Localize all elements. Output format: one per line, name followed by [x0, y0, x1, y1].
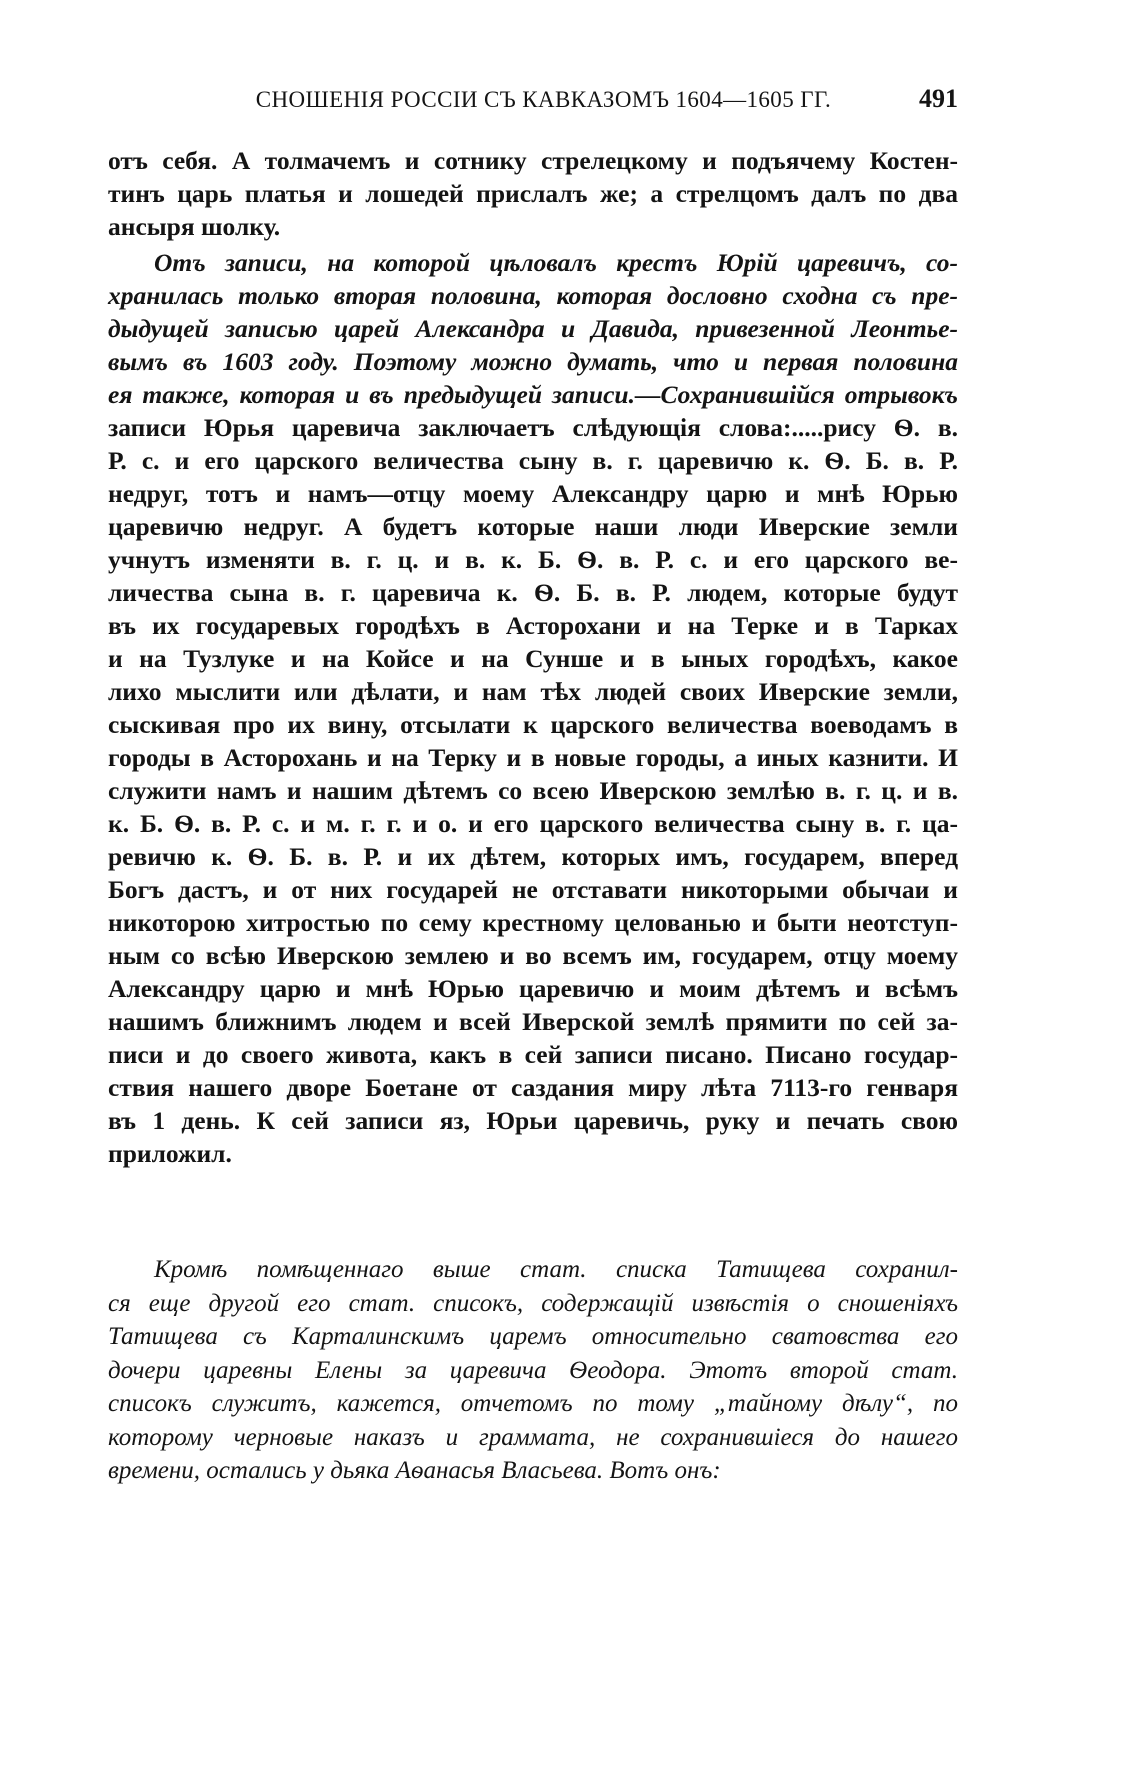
running-title: СНОШЕНІЯ РОССІИ СЪ КАВКАЗОМЪ 1604—1605 ГГ.: [255, 87, 832, 112]
text-line: списокъ служитъ, кажется, отчетомъ по тому „тайному дѣлу“, по: [108, 1390, 958, 1417]
text-line: Богъ дастъ, и от них государей не отставати никоторыми обычаи и: [108, 875, 958, 904]
text-line: записи Юрья царевича заключаетъ слѣдующія слова:.....рису Ѳ. в.: [108, 413, 958, 442]
paragraph-continuation: [108, 144, 958, 243]
text-line: ея также, которая и въ предыдущей записи.—Сохранившійся отрывокъ: [108, 380, 958, 409]
text-line: вымъ въ 1603 году. Поэтому можно думать, что и первая половина: [108, 347, 958, 376]
text-line: Татищева съ Карталинскимъ царемъ относительно сватовства его: [108, 1323, 958, 1350]
text-line: тинъ царь платья и лошедей прислалъ же; а стрелцомъ далъ по два: [108, 179, 958, 208]
text-line: Отъ записи, на которой цѣловалъ крестъ Юрій царевичъ, со-: [154, 248, 958, 277]
paragraph-editorial-note: [108, 1253, 958, 1488]
text-line: сыскивая про их вину, отсылати к царского величества воеводамъ в: [108, 710, 958, 739]
text-line: въ 1 день. К сей записи яз, Юрьи царевичь, руку и печать свою: [108, 1106, 958, 1135]
text-line: въ их государевых городѣхъ в Асторохани и на Терке и в Тарках: [108, 611, 958, 640]
text-line: нашимъ ближнимъ людем и всей Иверской землѣ прямити по сей за-: [108, 1007, 958, 1036]
text-line: и на Тузлуке и на Койсе и на Сунше и в ыных городѣхъ, какое: [108, 644, 958, 673]
text-line: городы в Асторохань и на Терку и в новые городы, а иных казнити. И: [108, 743, 958, 772]
text-line: царевичю недруг. А будетъ которые наши люди Иверские земли: [108, 512, 958, 541]
text-line: недруг, тотъ и намъ—отцу моему Александру царю и мнѣ Юрью: [108, 479, 958, 508]
text-line: дочери царевны Елены за царевича Ѳеодора. Этотъ второй стат.: [108, 1356, 958, 1384]
text-line: дыдущей записью царей Александра и Давида, привезенной Леонтье-: [108, 314, 958, 343]
text-line: никоторою хитростью по сему крестному целованью и быти неотступ-: [108, 908, 958, 937]
text-line: Р. с. и его царского величества сыну в. г. царевичю к. Ѳ. Б. в. Р.: [108, 446, 958, 475]
text-line: лихо мыслити или дѣлати, и нам тѣх людей своих Иверские земли,: [108, 677, 958, 706]
text-line: времени, остались у дьяка Аѳанасья Власьева. Вотъ онъ:: [108, 1457, 721, 1484]
running-head: [108, 84, 958, 124]
text-line: ствия нашего дворе Боетане от саздания миру лѣта 7113-го генваря: [108, 1073, 958, 1102]
text-line: учнутъ изменяти в. г. ц. и в. к. Б. Ѳ. в. Р. с. и его царского ве-: [108, 545, 958, 574]
text-line: которому черновые наказъ и граммата, не сохранившіеся до нашего: [108, 1423, 958, 1451]
text-line: приложил.: [108, 1139, 232, 1168]
text-line: Александру царю и мнѣ Юрью царевичю и моим дѣтемъ и всѣмъ: [108, 974, 958, 1003]
text-line: хранилась только вторая половина, которая дословно сходна съ пре-: [108, 281, 958, 310]
text-line: писи и до своего живота, какъ в сей записи писано. Писано государ-: [108, 1040, 958, 1069]
body-text: [108, 144, 958, 1488]
text-line: отъ себя. А толмачемъ и сотнику стрелецкому и подъячему Костен-: [108, 146, 958, 175]
text-line: Кромѣ помѣщеннаго выше стат. списка Татищева сохранил-: [154, 1256, 958, 1283]
text-line: ансыря шолку.: [108, 212, 281, 241]
text-line: личества сына в. г. царевича к. Ѳ. Б. в. Р. людем, которые будут: [108, 578, 958, 607]
text-line: к. Б. Ѳ. в. Р. с. и м. г. г. и о. и его царского величества сыну в. г. ца-: [108, 809, 958, 838]
text-line: ревичю к. Ѳ. Б. в. Р. и их дѣтем, которых имъ, государем, вперед: [108, 842, 958, 871]
text-line: ным со всѣю Иверскою землею и во всемъ им, государем, отцу моему: [108, 941, 958, 970]
page-number: 491: [919, 84, 958, 113]
paragraph-record-yuri: [108, 246, 958, 1170]
text-line: служити намъ и нашим дѣтемъ со всею Иверскою землѣю в. г. ц. и в.: [108, 776, 958, 805]
text-line: ся еще другой его стат. списокъ, содержащій извѣстія о сношеніяхъ: [108, 1289, 958, 1317]
